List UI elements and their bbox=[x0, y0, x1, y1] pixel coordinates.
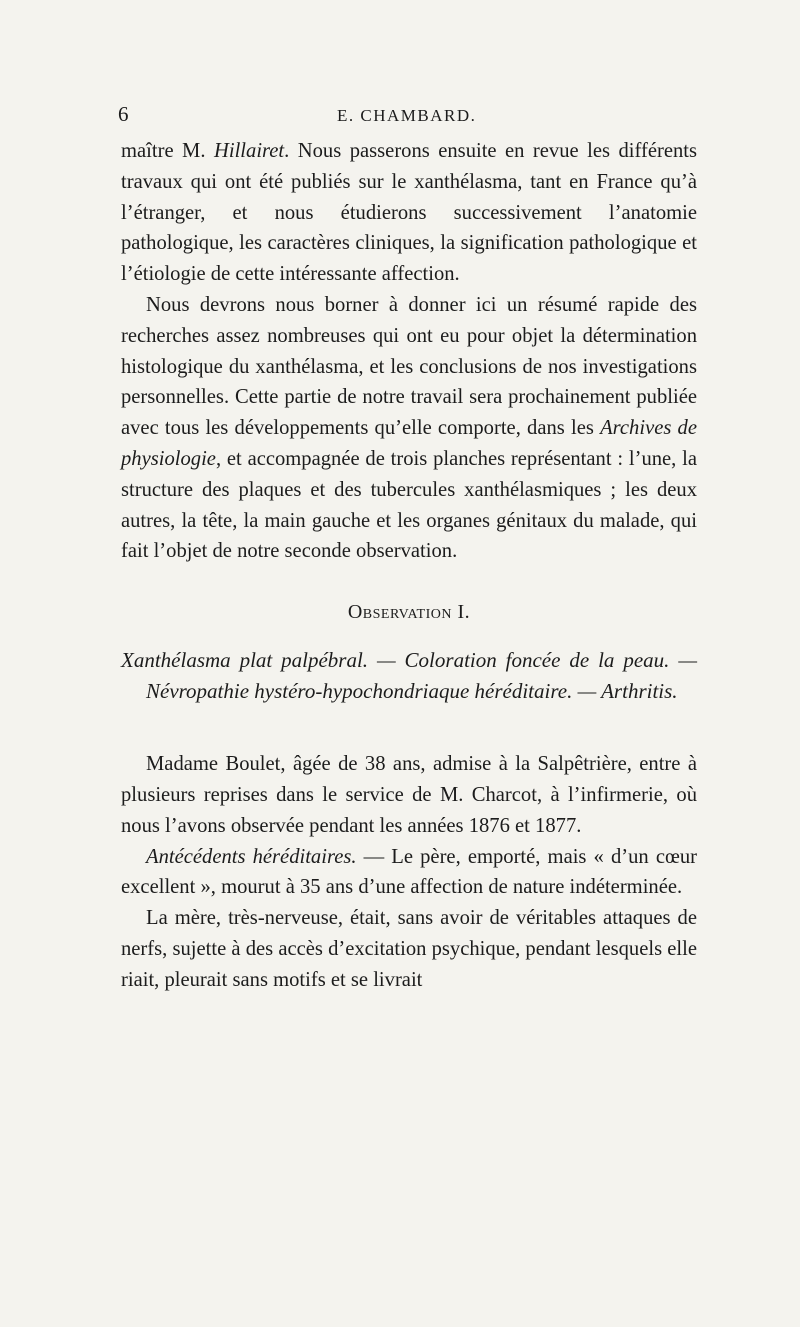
observation-paragraph-3: La mère, très-nerveuse, était, sans avoir de véritables attaques de nerfs, sujette à des accès d’excitation psychique, pendant lesquels elle riait, pleurait sans motifs et se livrait bbox=[121, 907, 697, 991]
intro-p2-start: Nous devrons nous borner à donner ici un résumé rapide des recherches assez nombreuses qui ont eu pour objet la détermination histologique du xanthélasma, et les conclusions de nos investigations personnelles. Cette partie de notre travail sera prochainement publiée avec tous les développements qu’elle comporte, dans les bbox=[121, 293, 697, 440]
observation-heading: Observation I. bbox=[347, 601, 471, 624]
observation-paragraph-2 bbox=[121, 842, 697, 904]
running-head-author: E. CHAMBARD. bbox=[337, 106, 477, 125]
intro-p1-rest: . Nous passerons ensuite en revue les différents travaux qui ont été publiés sur le xanthélasma, tant en France qu’à l’étranger, et nous étudierons successivement l’anatomie pathologique, les caractères cliniques, la signification pathologique et l’étiologie de cette intéressante affection. bbox=[121, 140, 697, 286]
intro-paragraph-2 bbox=[121, 290, 697, 567]
intro-text bbox=[121, 136, 697, 567]
observation-text bbox=[121, 749, 697, 995]
running-head bbox=[118, 102, 697, 136]
page-number: 6 bbox=[118, 102, 129, 126]
observation-p2-rest: — Le père, emporté, mais « d’un cœur excellent », mourut à 35 ans d’une affection de nature indéterminée. bbox=[121, 845, 697, 899]
section-label-antecedents: Antécédents héréditaires. bbox=[146, 845, 357, 868]
intro-p1-start: maître M. bbox=[121, 140, 214, 162]
observation-summary: Xanthélasma plat palpébral. — Coloration foncée de la peau. — Névropathie hystéro-hypochondriaque héréditaire. — Arthritis. bbox=[121, 648, 697, 704]
name-hillairet: Hillairet bbox=[213, 140, 285, 162]
observation-paragraph-1: Madame Boulet, âgée de 38 ans, admise à la Salpêtrière, entre à plusieurs reprises dans le service de M. Charcot, à l’infirmerie, où nous l’avons observée pendant les années 1876 et 1877. bbox=[121, 753, 697, 837]
journal-title: Archives de physiologie bbox=[121, 417, 697, 470]
intro-paragraph-1 bbox=[121, 136, 697, 290]
page bbox=[118, 102, 697, 996]
intro-p2-rest: , et accompagnée de trois planches représentant : l’une, la structure des plaques et des tubercules xanthélasmiques ; les deux autres, la tête, la main gauche et les organes génitaux du malade, qui fait l’objet de notre seconde observation. bbox=[121, 447, 697, 563]
